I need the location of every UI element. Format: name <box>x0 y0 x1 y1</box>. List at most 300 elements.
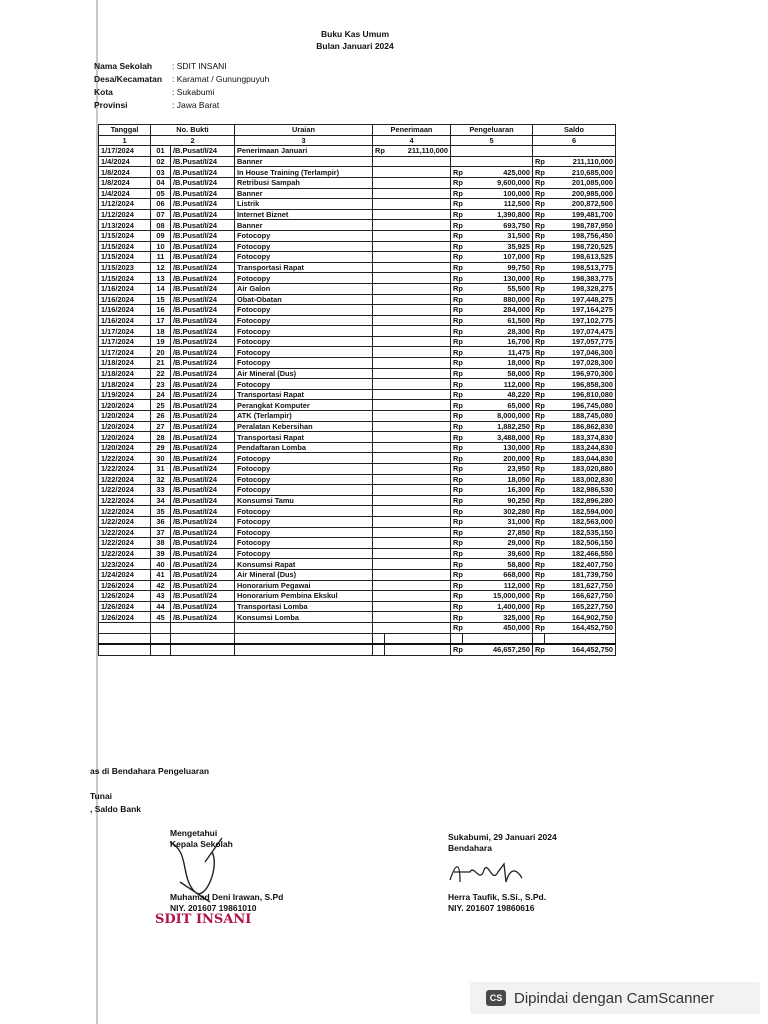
cell-currency: Rp <box>451 411 463 422</box>
table-row <box>99 305 616 316</box>
cell-receipt-ref: /B.Pusat/I/24 <box>171 368 235 379</box>
cell-currency: Rp <box>451 591 463 602</box>
cell-date <box>99 622 151 633</box>
cell-date: 1/16/2024 <box>99 305 151 316</box>
cell-currency: Rp <box>533 230 545 241</box>
cell-amount-saldo: 198,613,525 <box>545 252 616 263</box>
cell-amount-saldo: 198,328,275 <box>545 283 616 294</box>
cell-receipt-ref: /B.Pusat/I/24 <box>171 580 235 591</box>
cell-receipt-ref: /B.Pusat/I/24 <box>171 336 235 347</box>
cell-number: 03 <box>151 167 171 178</box>
cell-number: 16 <box>151 305 171 316</box>
cell-description: In House Training (Terlampir) <box>235 167 373 178</box>
cell-receipt-ref: /B.Pusat/I/24 <box>171 601 235 612</box>
cell-amount-out: 16,700 <box>463 336 533 347</box>
cell-amount-out: 112,000 <box>463 580 533 591</box>
cell-currency: Rp <box>533 432 545 443</box>
cell-date: 1/18/2024 <box>99 379 151 390</box>
cell-currency: Rp <box>533 294 545 305</box>
cell-amount-in <box>385 199 451 210</box>
cell-number: 07 <box>151 209 171 220</box>
col-header-balance: Saldo <box>533 125 616 136</box>
cell-amount-out: 35,925 <box>463 241 533 252</box>
cell-date: 1/17/2024 <box>99 326 151 337</box>
cell-number: 27 <box>151 421 171 432</box>
cell-currency <box>373 283 385 294</box>
cell-description: Fotocopy <box>235 305 373 316</box>
treasurer-block: Sukabumi, 29 Januari 2024 Bendahara <box>448 832 557 853</box>
cell-currency: Rp <box>451 230 463 241</box>
cell-amount-out: 18,000 <box>463 358 533 369</box>
cell-description: Banner <box>235 188 373 199</box>
cell-amount-out: 23,950 <box>463 464 533 475</box>
cell-description: Fotocopy <box>235 230 373 241</box>
cell-amount-out: 39,600 <box>463 548 533 559</box>
cell-currency: Rp <box>451 326 463 337</box>
cell-receipt-ref: /B.Pusat/I/24 <box>171 569 235 580</box>
table-row <box>99 326 616 337</box>
table-row <box>99 516 616 527</box>
cell-amount-in <box>385 559 451 570</box>
table-row <box>99 177 616 188</box>
cell-currency: Rp <box>451 389 463 400</box>
cell-amount-out: 28,300 <box>463 326 533 337</box>
cell-currency: Rp <box>533 421 545 432</box>
treasurer-name: Herra Taufik, S.Si., S.Pd. <box>448 892 547 902</box>
cell-receipt-ref: /B.Pusat/I/24 <box>171 389 235 400</box>
cell-currency: Rp <box>533 273 545 284</box>
cell-amount-out: 450,000 <box>463 622 533 633</box>
cell-currency <box>533 146 545 157</box>
cell-number: 20 <box>151 347 171 358</box>
table-row <box>99 538 616 549</box>
cell-currency <box>373 601 385 612</box>
cell-blank <box>533 633 545 644</box>
cell-currency: Rp <box>533 400 545 411</box>
cell-amount-in <box>385 622 451 633</box>
cell-blank <box>451 633 463 644</box>
cell-receipt-ref: /B.Pusat/I/24 <box>171 591 235 602</box>
cell-amount-saldo: 197,046,300 <box>545 347 616 358</box>
cell-currency: Rp <box>451 601 463 612</box>
cell-currency <box>373 188 385 199</box>
cell-currency <box>373 421 385 432</box>
cell-currency <box>373 495 385 506</box>
table-row <box>99 241 616 252</box>
cell-amount-out: 61,500 <box>463 315 533 326</box>
cell-number: 43 <box>151 591 171 602</box>
cell-currency <box>373 622 385 633</box>
cell-currency: Rp <box>533 548 545 559</box>
cell-currency: Rp <box>533 252 545 263</box>
table-row <box>99 167 616 178</box>
cell-currency: Rp <box>533 379 545 390</box>
cell-number: 28 <box>151 432 171 443</box>
cell-amount-in <box>385 527 451 538</box>
cell-currency: Rp <box>451 273 463 284</box>
cell-currency <box>373 411 385 422</box>
table-row <box>99 146 616 157</box>
cell-date: 1/16/2024 <box>99 294 151 305</box>
cell-date: 1/4/2024 <box>99 188 151 199</box>
cell-amount-in <box>385 305 451 316</box>
cell-currency: Rp <box>533 347 545 358</box>
table-row <box>99 411 616 422</box>
table-row <box>99 262 616 273</box>
cell-receipt-ref: /B.Pusat/I/24 <box>171 464 235 475</box>
cell-currency: Rp <box>451 569 463 580</box>
cell-currency: Rp <box>533 209 545 220</box>
cell-currency <box>373 326 385 337</box>
cell-date: 1/12/2024 <box>99 209 151 220</box>
cell-receipt-ref: /B.Pusat/I/24 <box>171 527 235 538</box>
cell-date: 1/22/2024 <box>99 464 151 475</box>
cell-amount-saldo: 198,513,775 <box>545 262 616 273</box>
meta-row: Desa/Kecamatan : Karamat / Gunungpuyuh <box>94 74 270 84</box>
cell-currency <box>373 506 385 517</box>
table-row <box>99 368 616 379</box>
cell-currency <box>373 167 385 178</box>
cell-currency <box>451 146 463 157</box>
table-row <box>99 209 616 220</box>
cell-currency <box>373 336 385 347</box>
cell-amount-saldo: 196,810,080 <box>545 389 616 400</box>
cell-amount-out: 425,000 <box>463 167 533 178</box>
cell-amount-out: 1,390,800 <box>463 209 533 220</box>
cell-number: 04 <box>151 177 171 188</box>
cell-amount-out: 55,500 <box>463 283 533 294</box>
cell-description: Obat-Obatan <box>235 294 373 305</box>
cell-description: Fotocopy <box>235 358 373 369</box>
cell-receipt-ref: /B.Pusat/I/24 <box>171 442 235 453</box>
cell-date: 1/26/2024 <box>99 591 151 602</box>
cell-amount-in <box>385 474 451 485</box>
cell-amount-in <box>385 230 451 241</box>
cell-currency: Rp <box>451 199 463 210</box>
cell-currency: Rp <box>533 442 545 453</box>
cell-number: 13 <box>151 273 171 284</box>
cell-number: 10 <box>151 241 171 252</box>
cell-number: 38 <box>151 538 171 549</box>
cell-currency: Rp <box>533 453 545 464</box>
document-header <box>250 28 460 52</box>
cell-amount-saldo: 196,745,080 <box>545 400 616 411</box>
cell-currency: Rp <box>533 464 545 475</box>
cell-amount-saldo: 197,102,775 <box>545 315 616 326</box>
cell-currency: Rp <box>373 146 385 157</box>
total-row <box>99 644 616 655</box>
cell-currency: Rp <box>533 516 545 527</box>
cell-number: 15 <box>151 294 171 305</box>
cell-receipt-ref: /B.Pusat/I/24 <box>171 358 235 369</box>
cell-date: 1/15/2023 <box>99 262 151 273</box>
cell-description: Transportasi Lomba <box>235 601 373 612</box>
cell-currency: Rp <box>533 495 545 506</box>
cell-description: Air Mineral (Dus) <box>235 368 373 379</box>
cell-number: 34 <box>151 495 171 506</box>
cell-description: Fotocopy <box>235 252 373 263</box>
cell-receipt-ref: /B.Pusat/I/24 <box>171 485 235 496</box>
cell-currency: Rp <box>451 262 463 273</box>
cell-currency <box>373 464 385 475</box>
table-row <box>99 156 616 167</box>
cell-currency <box>373 273 385 284</box>
column-number-row: 1 2 3 4 5 6 <box>99 135 616 146</box>
cell-currency: Rp <box>451 241 463 252</box>
cell-amount-in <box>385 464 451 475</box>
table-row <box>99 315 616 326</box>
cell-amount-out: 11,475 <box>463 347 533 358</box>
cell-amount-saldo: 196,970,300 <box>545 368 616 379</box>
cell-amount-saldo: 183,002,830 <box>545 474 616 485</box>
cell-description: Peralatan Kebersihan <box>235 421 373 432</box>
table-row <box>99 591 616 602</box>
cell-amount-saldo: 188,745,080 <box>545 411 616 422</box>
cell-currency: Rp <box>451 527 463 538</box>
cell-date: 1/22/2024 <box>99 474 151 485</box>
table-row <box>99 252 616 263</box>
cell-date: 1/26/2024 <box>99 612 151 623</box>
cell-amount-saldo: 164,452,750 <box>545 622 616 633</box>
cell-blank <box>171 644 235 655</box>
cell-amount-in <box>385 336 451 347</box>
cell-date: 1/4/2024 <box>99 156 151 167</box>
cell-date: 1/22/2024 <box>99 506 151 517</box>
cell-number: 36 <box>151 516 171 527</box>
school-info <box>94 60 269 112</box>
cell-receipt-ref: /B.Pusat/I/24 <box>171 516 235 527</box>
table-row <box>99 569 616 580</box>
cell-currency: Rp <box>451 644 463 655</box>
cell-amount-saldo: 166,627,750 <box>545 591 616 602</box>
cell-currency: Rp <box>451 464 463 475</box>
cell-amount-saldo: 196,858,300 <box>545 379 616 390</box>
cell-amount-saldo: 182,594,000 <box>545 506 616 517</box>
cell-amount-out: 325,000 <box>463 612 533 623</box>
cell-amount-in <box>385 315 451 326</box>
cell-currency: Rp <box>533 283 545 294</box>
cell-date: 1/23/2024 <box>99 559 151 570</box>
cell-amount-in <box>385 580 451 591</box>
cell-currency: Rp <box>533 569 545 580</box>
cell-amount-out: 31,500 <box>463 230 533 241</box>
cell-date: 1/20/2024 <box>99 421 151 432</box>
cell-currency <box>373 580 385 591</box>
ledger-body <box>99 146 616 656</box>
cell-amount-saldo: 198,787,950 <box>545 220 616 231</box>
cell-receipt-ref <box>171 622 235 633</box>
cell-currency: Rp <box>533 326 545 337</box>
footer-line: as di Bendahara Pengeluaran <box>90 766 210 776</box>
cell-amount-out: 48,220 <box>463 389 533 400</box>
cell-currency: Rp <box>451 474 463 485</box>
cell-amount-in <box>385 262 451 273</box>
cell-amount-out: 65,000 <box>463 400 533 411</box>
cell-date: 1/19/2024 <box>99 389 151 400</box>
cell-description: Fotocopy <box>235 326 373 337</box>
cell-currency: Rp <box>451 453 463 464</box>
camscanner-text: Dipindai dengan CamScanner <box>514 989 715 1007</box>
cell-number: 14 <box>151 283 171 294</box>
table-row <box>99 294 616 305</box>
table-row <box>99 464 616 475</box>
cell-currency <box>373 156 385 167</box>
cell-number: 11 <box>151 252 171 263</box>
cell-date: 1/18/2024 <box>99 368 151 379</box>
treasurer-name-block <box>448 892 546 914</box>
cell-amount-saldo: 210,685,000 <box>545 167 616 178</box>
cell-amount-saldo: 197,074,475 <box>545 326 616 337</box>
cell-receipt-ref: /B.Pusat/I/24 <box>171 612 235 623</box>
cell-amount-in <box>385 283 451 294</box>
table-row <box>99 347 616 358</box>
treasurer-signature-icon <box>446 858 526 888</box>
cell-currency: Rp <box>533 188 545 199</box>
cell-currency: Rp <box>533 241 545 252</box>
cell-date: 1/13/2024 <box>99 220 151 231</box>
cell-amount-saldo: 183,044,830 <box>545 453 616 464</box>
cell-currency: Rp <box>451 580 463 591</box>
cell-description: Fotocopy <box>235 506 373 517</box>
cell-amount-saldo: 182,466,550 <box>545 548 616 559</box>
meta-row: Provinsi : Jawa Barat <box>94 100 220 110</box>
table-row <box>99 527 616 538</box>
cell-currency: Rp <box>533 389 545 400</box>
cell-currency <box>373 442 385 453</box>
cell-amount-in <box>385 442 451 453</box>
cell-number: 09 <box>151 230 171 241</box>
cell-number: 21 <box>151 358 171 369</box>
cell-amount-saldo: 182,506,150 <box>545 538 616 549</box>
cell-receipt-ref: /B.Pusat/I/24 <box>171 283 235 294</box>
cell-description: Air Mineral (Dus) <box>235 569 373 580</box>
cash-ledger-table <box>98 124 616 656</box>
cell-amount-saldo: 164,902,750 <box>545 612 616 623</box>
cell-description: Honorarium Pegawai <box>235 580 373 591</box>
cell-currency: Rp <box>451 421 463 432</box>
cell-currency: Rp <box>533 527 545 538</box>
cell-currency <box>373 230 385 241</box>
cell-currency: Rp <box>451 305 463 316</box>
cell-description: Penerimaan Januari <box>235 146 373 157</box>
cell-date: 1/26/2024 <box>99 601 151 612</box>
cell-currency: Rp <box>533 559 545 570</box>
cell-amount-out: 29,000 <box>463 538 533 549</box>
cell-description: Fotocopy <box>235 474 373 485</box>
cell-number: 08 <box>151 220 171 231</box>
camscanner-icon: CS <box>486 990 506 1006</box>
cell-amount-in <box>385 495 451 506</box>
cell-currency <box>373 305 385 316</box>
table-row <box>99 188 616 199</box>
cell-amount-in <box>385 156 451 167</box>
cell-number: 18 <box>151 326 171 337</box>
table-row <box>99 580 616 591</box>
cell-number: 19 <box>151 336 171 347</box>
cell-date: 1/20/2024 <box>99 442 151 453</box>
table-row <box>99 199 616 210</box>
cell-currency <box>373 262 385 273</box>
cell-amount-in <box>385 485 451 496</box>
cell-number: 25 <box>151 400 171 411</box>
cell-amount-saldo: 198,383,775 <box>545 273 616 284</box>
cell-amount-in <box>385 209 451 220</box>
cell-receipt-ref: /B.Pusat/I/24 <box>171 432 235 443</box>
cell-currency: Rp <box>451 167 463 178</box>
table-row <box>99 379 616 390</box>
cell-date: 1/8/2024 <box>99 167 151 178</box>
cell-currency: Rp <box>451 432 463 443</box>
cell-date: 1/22/2024 <box>99 548 151 559</box>
cell-description: Fotocopy <box>235 464 373 475</box>
cell-currency: Rp <box>451 495 463 506</box>
cell-currency: Rp <box>451 177 463 188</box>
meta-row: Kota : Sukabumi <box>94 87 215 97</box>
table-row <box>99 612 616 623</box>
cell-date: 1/20/2024 <box>99 400 151 411</box>
cell-receipt-ref: /B.Pusat/I/24 <box>171 241 235 252</box>
cell-currency <box>373 177 385 188</box>
cell-currency: Rp <box>533 156 545 167</box>
headmaster-nip: NIY. 201607 19861010 <box>170 903 257 913</box>
cell-amount-in <box>385 358 451 369</box>
cell-receipt-ref: /B.Pusat/I/24 <box>171 167 235 178</box>
cell-blank <box>385 633 451 644</box>
cell-currency <box>373 485 385 496</box>
cell-date: 1/26/2024 <box>99 580 151 591</box>
cell-amount-in <box>385 294 451 305</box>
cell-currency <box>373 294 385 305</box>
table-row <box>99 442 616 453</box>
cell-description: Internet Biznet <box>235 209 373 220</box>
cell-number: 17 <box>151 315 171 326</box>
cell-currency <box>373 389 385 400</box>
cell-date: 1/22/2024 <box>99 485 151 496</box>
cell-receipt-ref: /B.Pusat/I/24 <box>171 188 235 199</box>
cell-blank <box>385 644 451 655</box>
cell-currency <box>451 156 463 167</box>
cell-date: 1/22/2024 <box>99 453 151 464</box>
cell-amount-out: 58,800 <box>463 559 533 570</box>
cell-amount-in <box>385 453 451 464</box>
cell-receipt-ref: /B.Pusat/I/24 <box>171 305 235 316</box>
cell-currency: Rp <box>451 442 463 453</box>
cell-amount-in: 211,110,000 <box>385 146 451 157</box>
cell-description: Fotocopy <box>235 527 373 538</box>
cell-currency: Rp <box>451 209 463 220</box>
cell-description: Retribusi Sampah <box>235 177 373 188</box>
cell-receipt-ref: /B.Pusat/I/24 <box>171 156 235 167</box>
table-row <box>99 358 616 369</box>
cell-blank <box>151 644 171 655</box>
cell-currency <box>373 569 385 580</box>
cell-amount-out <box>463 146 533 157</box>
table-row <box>99 432 616 443</box>
cell-date: 1/22/2024 <box>99 538 151 549</box>
cell-currency: Rp <box>451 548 463 559</box>
cell-currency <box>373 453 385 464</box>
cell-amount-out: 112,000 <box>463 379 533 390</box>
cell-number: 39 <box>151 548 171 559</box>
cell-currency: Rp <box>451 379 463 390</box>
cell-amount-saldo: 199,481,700 <box>545 209 616 220</box>
cell-currency <box>373 315 385 326</box>
cell-amount-out: 15,000,000 <box>463 591 533 602</box>
cell-description: ATK (Terlampir) <box>235 411 373 422</box>
cell-amount-saldo: 183,374,830 <box>545 432 616 443</box>
cell-amount-saldo: 186,862,830 <box>545 421 616 432</box>
cell-currency <box>373 474 385 485</box>
